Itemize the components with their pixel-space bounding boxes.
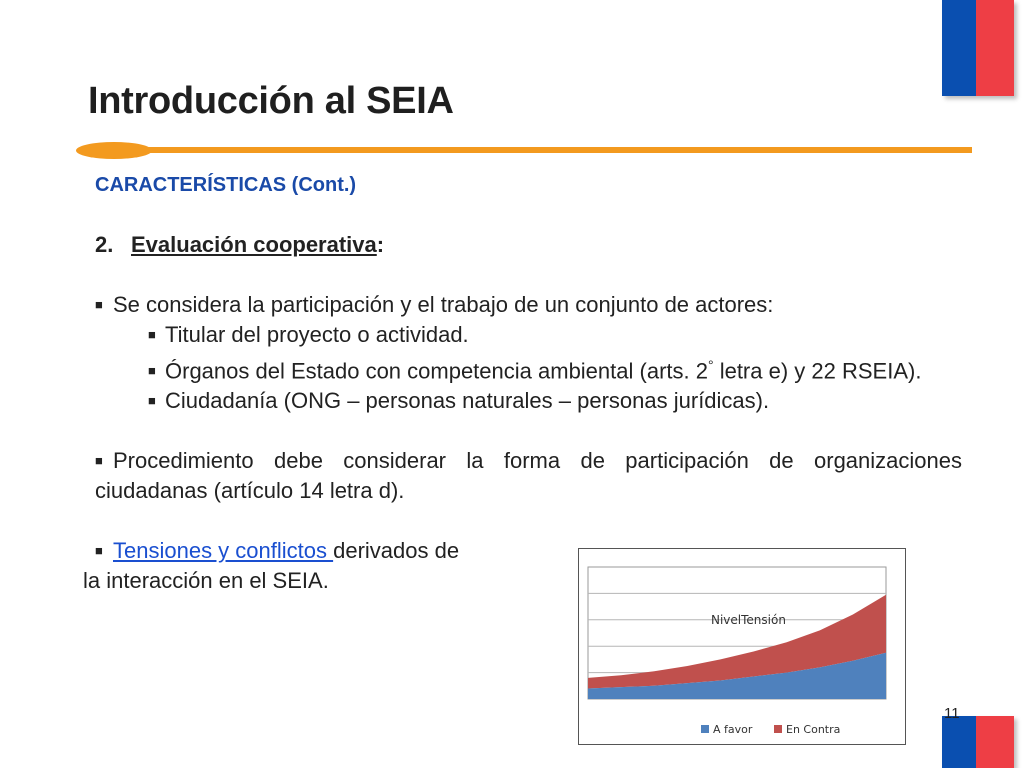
flag-red-stripe (976, 0, 1014, 96)
section-heading: CARACTERÍSTICAS (Cont.) (95, 174, 357, 196)
bullet-organos (95, 350, 962, 386)
square-bullet-icon: ■ (95, 543, 103, 559)
legend-label: En Contra (786, 723, 841, 736)
bullet-text: derivados de (333, 538, 460, 564)
bullet-procedimiento (95, 446, 962, 506)
bullet-text: Se considera la participación y el trabajo de un conjunto de actores: (113, 292, 774, 317)
divider-bar (130, 147, 972, 153)
slide-title: Introducción al SEIA (88, 80, 454, 122)
flag-top-icon (942, 0, 1014, 96)
legend-label: A favor (713, 723, 753, 736)
chart-canvas (579, 549, 905, 744)
degree-superscript: ° (707, 357, 714, 373)
item-label: Evaluación cooperativa (131, 232, 377, 257)
square-bullet-icon: ■ (95, 297, 103, 312)
item-number: 2. (95, 232, 114, 257)
flag-blue-stripe (942, 0, 976, 96)
flag-blue-stripe (942, 716, 976, 768)
chart-legend (701, 723, 840, 736)
legend-swatch (701, 725, 709, 733)
slide-body (83, 170, 962, 596)
bullet-text: Ciudadanía (ONG – personas naturales – personas jurídicas). (165, 388, 770, 414)
chart-title: NivelTensión (711, 613, 786, 627)
bullet-text: Órganos del Estado con competencia ambiental (arts. 2 (165, 358, 708, 384)
bullet-text: letra e) y 22 RSEIA). (713, 358, 922, 384)
item-suffix: : (376, 232, 385, 257)
flag-bottom-icon (942, 716, 1014, 768)
page-number: 11 (944, 705, 960, 722)
square-bullet-icon: ■ (95, 453, 103, 469)
square-bullet-icon: ■ (148, 393, 156, 409)
tensiones-link[interactable]: Tensiones y conflictos (113, 538, 334, 564)
bullet-ciudadania (95, 386, 962, 416)
numbered-item (95, 230, 962, 260)
chart-areas (588, 595, 886, 699)
bullet-text: Titular del proyecto o actividad. (165, 322, 469, 347)
bullet-tensiones-line2: la interacción en el SEIA. (83, 568, 329, 594)
square-bullet-icon: ■ (148, 327, 156, 342)
legend-swatch (774, 725, 782, 733)
bullet-titular (95, 320, 962, 350)
bullet-actors (95, 290, 962, 320)
tension-chart (578, 548, 906, 745)
bullet-text: Procedimiento debe considerar la forma de participación de organizaciones ciudadanas (artículo 14 letra d). (95, 448, 962, 504)
square-bullet-icon: ■ (148, 363, 156, 379)
flag-red-stripe (976, 716, 1014, 768)
bullet-tensiones (95, 536, 525, 566)
